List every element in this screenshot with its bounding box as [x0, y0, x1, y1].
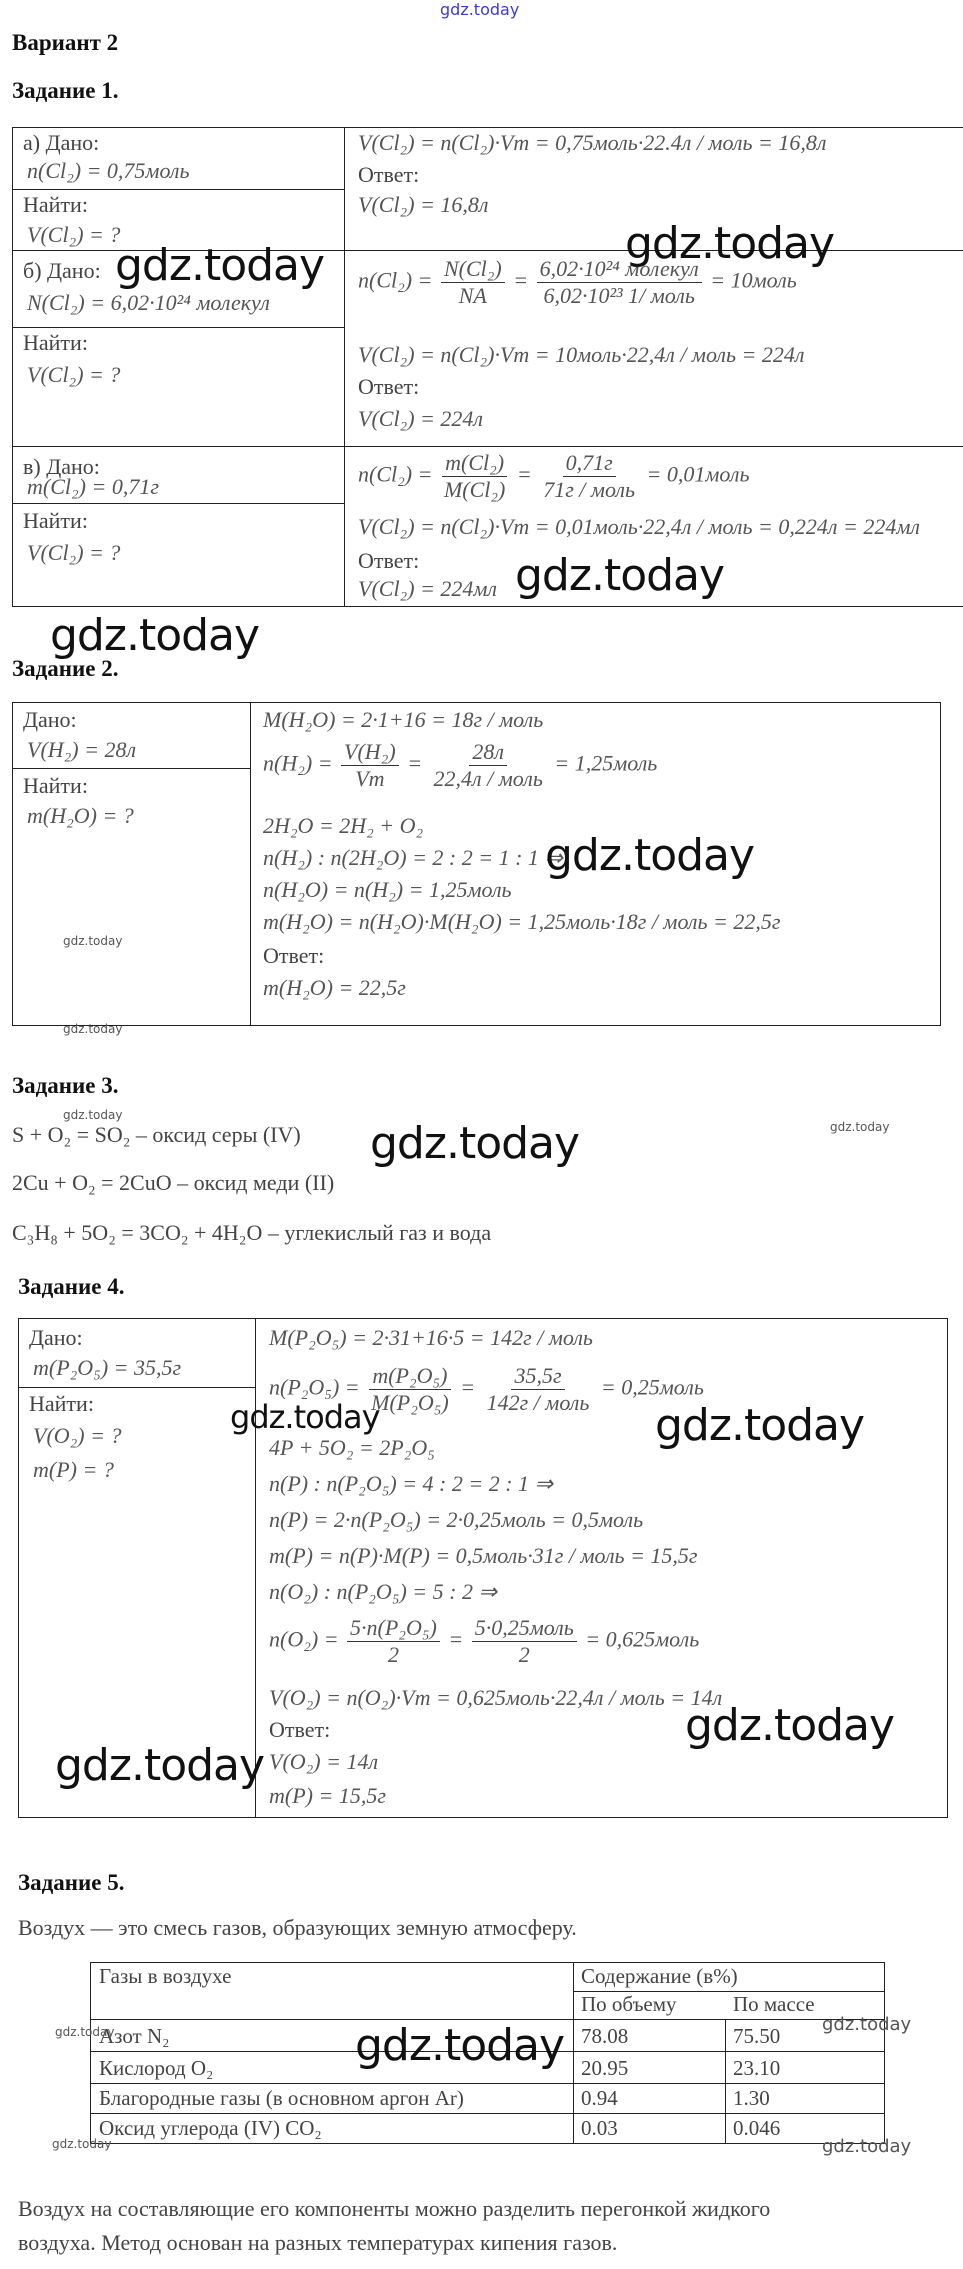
formula-result: = 0,625моль: [585, 1626, 700, 1652]
task5-title: Задание 5.: [18, 1870, 125, 1895]
formula-left: n(P₂O₅) =: [269, 1374, 360, 1400]
task1c-line1: [358, 450, 749, 503]
task1c-given-label: в) Дано:: [23, 454, 100, 479]
task1-table: [12, 127, 963, 607]
task4-line8: [269, 1615, 699, 1668]
numerator: V(H₂): [341, 739, 399, 766]
numerator: 35,5г: [511, 1363, 564, 1390]
task1a-given-value: n(Cl₂) = 0,75моль: [27, 158, 190, 183]
equals: =: [516, 461, 532, 487]
formula-left: n(Cl₂) =: [358, 267, 433, 293]
task4-answer-value: V(O₂) = 14л: [269, 1749, 379, 1774]
task1a-answer-label: Ответ:: [358, 162, 420, 187]
task1b-given-value: N(Cl₂) = 6,02·10²⁴ молекул: [27, 290, 270, 315]
denominator: 2: [518, 1642, 530, 1667]
fraction: [540, 450, 638, 503]
task4-answer-label: Ответ:: [269, 1717, 331, 1742]
task4-line4: n(P) : n(P₂O₅) = 4 : 2 = 2 : 1 ⇒: [269, 1471, 553, 1496]
task4-title: Задание 4.: [18, 1274, 125, 1299]
task4-given-value: m(P₂O₅) = 35,5г: [33, 1355, 182, 1380]
gas-name: Азот N₂: [99, 2024, 170, 2048]
formula-result: = 0,25моль: [600, 1374, 704, 1400]
numerator: 28л: [469, 739, 507, 766]
task1b-line2: V(Cl₂) = n(Cl₂)·Vm = 10моль·22,4л / моль = 224л: [358, 342, 805, 367]
watermark: gdz.today: [52, 2137, 112, 2151]
gas-name: Оксид углерода (IV) CO₂: [99, 2116, 322, 2140]
column-header-content: Содержание (в%): [581, 1964, 738, 1988]
equals: =: [407, 750, 423, 776]
numerator: 5·n(P₂O₅): [347, 1615, 440, 1642]
formula-left: n(O₂) =: [269, 1626, 339, 1652]
watermark: gdz.today: [50, 610, 260, 661]
fraction: [441, 256, 505, 309]
watermark: gdz.today: [230, 1398, 380, 1436]
watermark: gdz.today: [830, 1120, 890, 1134]
denominator: NA: [458, 283, 487, 308]
task1a-find-value: V(Cl₂) = ?: [27, 222, 121, 247]
gas-volume: 0.03: [581, 2116, 618, 2140]
task1c-find-label: Найти:: [23, 508, 88, 533]
task2-answer-value: m(H₂O) = 22,5г: [263, 975, 406, 1000]
formula-left: n(Cl₂) =: [358, 461, 433, 487]
watermark: gdz.today: [822, 2014, 912, 2035]
task2-table: [12, 702, 941, 1026]
formula-left: n(H₂) =: [263, 750, 333, 776]
gas-mass: 75.50: [733, 2024, 781, 2048]
task3-title: Задание 3.: [12, 1073, 119, 1098]
task5-intro: Воздух — это смесь газов, образующих земную атмосферу.: [18, 1915, 577, 1940]
task2-title: Задание 2.: [12, 656, 119, 681]
numerator: 5·0,25моль: [472, 1615, 577, 1642]
task1a-find-label: Найти:: [23, 192, 88, 217]
numerator: N(Cl₂): [441, 256, 505, 283]
task2-given-label: Дано:: [23, 707, 77, 732]
task2-answer-label: Ответ:: [263, 943, 325, 968]
watermark: gdz.today: [63, 1022, 123, 1036]
fraction: [347, 1615, 440, 1668]
task5-outro: воздуха. Метод основан на разных температурах кипения газов.: [18, 2230, 618, 2255]
task3-line: S + O₂ = SO₂ – оксид серы (IV): [12, 1122, 301, 1147]
task4-line5: n(P) = 2·n(P₂O₅) = 2·0,25моль = 0,5моль: [269, 1507, 644, 1532]
task1b-find-value: V(Cl₂) = ?: [27, 362, 121, 387]
task4-line1: M(P₂O₅) = 2·31+16·5 = 142г / моль: [269, 1325, 593, 1350]
task1c-find-value: V(Cl₂) = ?: [27, 540, 121, 565]
fraction: [484, 1363, 593, 1416]
watermark: gdz.today: [63, 1108, 123, 1122]
task1-title: Задание 1.: [12, 78, 119, 103]
equals: =: [513, 267, 529, 293]
task4-line7: n(O₂) : n(P₂O₅) = 5 : 2 ⇒: [269, 1579, 497, 1604]
formula-result: = 1,25моль: [554, 750, 658, 776]
header-watermark: gdz.today: [440, 0, 520, 19]
denominator: 71г / моль: [543, 477, 636, 502]
denominator: Vm: [355, 766, 385, 791]
task4-find-value: m(P) = ?: [33, 1457, 114, 1482]
denominator: 6,02·10²³ 1/ моль: [543, 283, 695, 308]
fraction: [472, 1615, 577, 1668]
task1b-find-label: Найти:: [23, 330, 88, 355]
column-header-gas: Газы в воздухе: [99, 1964, 232, 1988]
gas-mass: 1.30: [733, 2086, 770, 2110]
denominator: 2: [387, 1642, 399, 1667]
fraction: [431, 739, 546, 792]
task1c-line2: V(Cl₂) = n(Cl₂)·Vm = 0,01моль·22,4л / моль = 0,224л = 224мл: [358, 514, 920, 539]
watermark: gdz.today: [355, 2020, 565, 2071]
watermark: gdz.today: [55, 1740, 265, 1791]
task1c-given-value: m(Cl₂) = 0,71г: [27, 474, 159, 499]
formula-result: = 10моль: [710, 267, 797, 293]
numerator: 6,02·10²⁴ молекул: [537, 256, 702, 283]
fraction: [441, 450, 508, 503]
task1a-given-label: а) Дано:: [23, 130, 100, 155]
watermark: gdz.today: [655, 1400, 865, 1451]
denominator: 22,4л / моль: [433, 766, 543, 791]
task2-line2: [263, 739, 657, 792]
numerator: m(Cl₂): [442, 450, 507, 477]
gas-name: Кислород O₂: [99, 2056, 214, 2080]
task1c-answer-value: V(Cl₂) = 224мл: [358, 576, 498, 601]
task5-outro: Воздух на составляющие его компоненты можно разделить перегонкой жидкого: [18, 2196, 771, 2221]
task4-line6: m(P) = n(P)·M(P) = 0,5моль·31г / моль = 15,5г: [269, 1543, 698, 1568]
watermark: gdz.today: [822, 2136, 912, 2157]
task3-line: C₃H₈ + 5O₂ = 3CO₂ + 4H₂O – углекислый газ и вода: [12, 1220, 492, 1245]
watermark: gdz.today: [545, 830, 755, 881]
task2-line5: n(H₂O) = n(H₂) = 1,25моль: [263, 877, 512, 902]
watermark: gdz.today: [55, 2025, 115, 2039]
watermark: gdz.today: [625, 218, 835, 269]
equals: =: [448, 1626, 464, 1652]
gas-volume: 20.95: [581, 2056, 629, 2080]
task1b-answer-label: Ответ:: [358, 374, 420, 399]
task4-line9: V(O₂) = n(O₂)·Vm = 0,625моль·22,4л / моль = 14л: [269, 1685, 723, 1710]
task2-line6: m(H₂O) = n(H₂O)·M(H₂O) = 1,25моль·18г / моль = 22,5г: [263, 909, 781, 934]
gas-name: Благородные газы (в основном аргон Ar): [99, 2086, 464, 2110]
variant-title: Вариант 2: [12, 30, 119, 55]
task4-line3: 4P + 5O₂ = 2P₂O₅: [269, 1435, 435, 1460]
task1b-answer-value: V(Cl₂) = 224л: [358, 406, 483, 431]
task4-answer-value: m(P) = 15,5г: [269, 1783, 386, 1808]
gas-mass: 23.10: [733, 2056, 781, 2080]
denominator: M(P₂O₅): [371, 1390, 449, 1415]
gas-volume: 78.08: [581, 2024, 629, 2048]
denominator: 142г / моль: [486, 1390, 590, 1415]
numerator: m(P₂O₅): [369, 1363, 450, 1390]
numerator: 0,71г: [563, 450, 616, 477]
column-header-mass: По массе: [733, 1992, 815, 2016]
task2-given-value: V(H₂) = 28л: [27, 737, 137, 762]
task3-line: 2Cu + O₂ = 2CuO – оксид меди (II): [12, 1170, 335, 1195]
watermark: gdz.today: [685, 1700, 895, 1751]
task1c-answer-label: Ответ:: [358, 548, 420, 573]
fraction: [341, 739, 399, 792]
watermark: gdz.today: [370, 1118, 580, 1169]
equals: =: [460, 1374, 476, 1400]
task1a-line1: V(Cl₂) = n(Cl₂)·Vm = 0,75моль·22.4л / моль = 16,8л: [358, 130, 827, 155]
task2-line3: 2H₂O = 2H₂ + O₂: [263, 813, 424, 838]
formula-result: = 0,01моль: [646, 461, 750, 487]
task4-given-label: Дано:: [29, 1325, 83, 1350]
denominator: M(Cl₂): [443, 477, 506, 502]
watermark: gdz.today: [63, 934, 123, 948]
task2-line1: M(H₂O) = 2·1+16 = 18г / моль: [263, 707, 544, 732]
gas-volume: 0.94: [581, 2086, 618, 2110]
task1a-answer-value: V(Cl₂) = 16,8л: [358, 192, 489, 217]
task1b-given-label: б) Дано:: [23, 258, 101, 283]
gas-mass: 0.046: [733, 2116, 781, 2140]
task2-find-label: Найти:: [23, 773, 88, 798]
watermark: gdz.today: [115, 240, 325, 291]
task2-find-value: m(H₂O) = ?: [27, 803, 134, 828]
watermark: gdz.today: [515, 550, 725, 601]
task4-find-label: Найти:: [29, 1391, 94, 1416]
task2-line4: n(H₂) : n(2H₂O) = 2 : 2 = 1 : 1 ⇒: [263, 845, 563, 870]
fraction: [368, 1363, 452, 1416]
task4-find-value: V(O₂) = ?: [33, 1423, 122, 1448]
column-header-volume: По объему: [581, 1992, 677, 2016]
